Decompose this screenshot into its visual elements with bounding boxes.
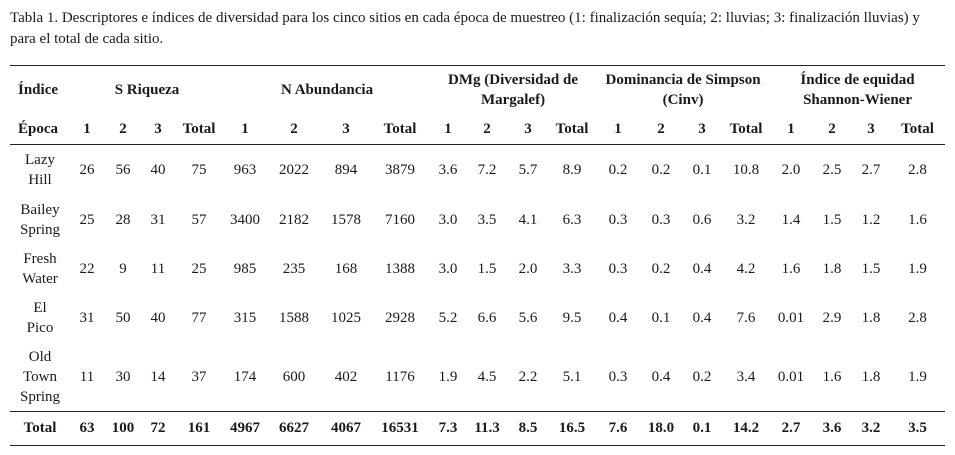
subheader-cell: 2 xyxy=(812,114,852,145)
total-value-cell: 7.6 xyxy=(596,412,640,446)
value-cell: 168 xyxy=(334,261,358,277)
value-cell: 2.0 xyxy=(518,261,538,277)
value-cell: 1.8 xyxy=(822,261,842,277)
value-cell: 77 xyxy=(191,310,207,326)
value-cell: 2.8 xyxy=(908,310,927,326)
value-cell: 1588 xyxy=(279,310,310,326)
value-cell: 28 xyxy=(115,212,131,228)
value-cell: 5.7 xyxy=(518,162,538,178)
total-value-cell: 4067 xyxy=(322,412,370,446)
value-cell: 0.4 xyxy=(651,369,671,385)
value-cell: 31 xyxy=(150,212,166,228)
value-cell: 50 xyxy=(115,310,131,326)
total-value-cell: 16.5 xyxy=(548,412,596,446)
value-cell: 1578 xyxy=(331,212,362,228)
total-value-cell: 14.2 xyxy=(722,412,770,446)
value-cell: 40 xyxy=(150,162,166,178)
value-cell: 4.1 xyxy=(518,212,538,228)
total-label: Total xyxy=(10,412,70,446)
subheader-cell: 3 xyxy=(508,114,548,145)
diversity-table xyxy=(10,65,945,446)
subheader-cell: Total xyxy=(370,114,430,145)
site-name: Bailey Spring xyxy=(19,202,60,238)
site-name: El Pico xyxy=(26,300,54,336)
subheader-cell: 1 xyxy=(430,114,466,145)
value-cell: 25 xyxy=(191,261,207,277)
value-cell: 1.6 xyxy=(908,212,927,228)
site-name: Fresh Water xyxy=(22,251,58,287)
value-cell: 2182 xyxy=(279,212,310,228)
value-cell: 37 xyxy=(191,369,207,385)
value-cell: 1.6 xyxy=(781,261,801,277)
subheader-cell: 2 xyxy=(104,114,142,145)
value-cell: 1.9 xyxy=(908,261,927,277)
value-cell: 1.2 xyxy=(861,212,881,228)
value-cell: 3.2 xyxy=(736,212,756,228)
total-value-cell: 63 xyxy=(70,412,104,446)
value-cell: 9 xyxy=(119,261,127,277)
value-cell: 5.2 xyxy=(438,310,458,326)
subheader-cell: Total xyxy=(722,114,770,145)
value-cell: 1.8 xyxy=(861,369,881,385)
value-cell: 57 xyxy=(191,212,207,228)
value-cell: 11 xyxy=(79,369,95,385)
value-cell: 0.3 xyxy=(608,212,628,228)
subheader-cell: 1 xyxy=(770,114,812,145)
value-cell: 9.5 xyxy=(562,310,582,326)
subheader-cell: 2 xyxy=(266,114,322,145)
value-cell: 2.9 xyxy=(822,310,842,326)
value-cell: 3.4 xyxy=(736,369,756,385)
subheader-cell: 3 xyxy=(322,114,370,145)
total-value-cell: 8.5 xyxy=(508,412,548,446)
value-cell: 6.3 xyxy=(562,212,582,228)
group-header-simpson: Dominancia de Simpson (Cinv) xyxy=(596,66,770,115)
value-cell: 6.6 xyxy=(477,310,497,326)
total-value-cell: 11.3 xyxy=(466,412,508,446)
table-row xyxy=(10,293,945,343)
value-cell: 402 xyxy=(334,369,358,385)
site-name: Old Town Spring xyxy=(19,349,60,405)
value-cell: 2022 xyxy=(279,162,310,178)
subheader-cell: Total xyxy=(174,114,224,145)
value-cell: 26 xyxy=(79,162,95,178)
value-cell: 56 xyxy=(115,162,131,178)
value-cell: 315 xyxy=(233,310,257,326)
subheader-cell: 2 xyxy=(640,114,682,145)
value-cell: 1025 xyxy=(331,310,362,326)
total-value-cell: 100 xyxy=(104,412,142,446)
value-cell: 0.1 xyxy=(692,162,712,178)
total-value-cell: 6627 xyxy=(266,412,322,446)
value-cell: 894 xyxy=(334,162,358,178)
group-header-riqueza: S Riqueza xyxy=(70,66,224,115)
group-header-shannon: Índice de equidad Shannon-Wiener xyxy=(770,66,945,115)
value-cell: 75 xyxy=(191,162,207,178)
value-cell: 1.5 xyxy=(477,261,497,277)
value-cell: 3.6 xyxy=(438,162,458,178)
value-cell: 14 xyxy=(150,369,166,385)
value-cell: 3.3 xyxy=(562,261,582,277)
value-cell: 3879 xyxy=(385,162,416,178)
table-row xyxy=(10,245,945,293)
subheader-cell: 3 xyxy=(682,114,722,145)
table-caption: Tabla 1. Descriptores e índices de diversidad para los cinco sitios en cada época de muestreo (1: finalización sequía; 2: lluvias; 3: finalización lluvias) y para el total de cada sitio. xyxy=(10,10,920,47)
value-cell: 3.5 xyxy=(477,212,497,228)
total-value-cell: 3.5 xyxy=(890,412,945,446)
value-cell: 1.9 xyxy=(908,369,927,385)
value-cell: 2.7 xyxy=(861,162,881,178)
total-row xyxy=(10,412,945,446)
value-cell: 0.6 xyxy=(692,212,712,228)
table-row xyxy=(10,195,945,245)
value-cell: 1388 xyxy=(385,261,416,277)
subheader-cell: 1 xyxy=(596,114,640,145)
subheader-cell: 1 xyxy=(70,114,104,145)
table-row xyxy=(10,343,945,412)
value-cell: 7.6 xyxy=(736,310,756,326)
subheader-cell: Total xyxy=(548,114,596,145)
value-cell: 5.1 xyxy=(562,369,582,385)
value-cell: 0.1 xyxy=(651,310,671,326)
value-cell: 0.2 xyxy=(651,162,671,178)
value-cell: 10.8 xyxy=(732,162,760,178)
value-cell: 2928 xyxy=(385,310,416,326)
subheader-cell: 1 xyxy=(224,114,266,145)
value-cell: 0.01 xyxy=(777,369,805,385)
site-name: Lazy Hill xyxy=(25,152,55,188)
total-value-cell: 4967 xyxy=(224,412,266,446)
value-cell: 235 xyxy=(282,261,306,277)
value-cell: 1176 xyxy=(385,369,415,385)
value-cell: 0.2 xyxy=(608,162,628,178)
value-cell: 0.3 xyxy=(608,261,628,277)
value-cell: 25 xyxy=(79,212,95,228)
subheader-cell: Total xyxy=(890,114,945,145)
value-cell: 0.4 xyxy=(692,310,712,326)
total-value-cell: 18.0 xyxy=(640,412,682,446)
value-cell: 0.4 xyxy=(608,310,628,326)
value-cell: 2.5 xyxy=(822,162,842,178)
total-value-cell: 161 xyxy=(174,412,224,446)
value-cell: 2.0 xyxy=(781,162,801,178)
subheader-cell: 3 xyxy=(852,114,890,145)
total-value-cell: 16531 xyxy=(370,412,430,446)
total-value-cell: 0.1 xyxy=(682,412,722,446)
value-cell: 1.6 xyxy=(822,369,842,385)
value-cell: 1.9 xyxy=(438,369,458,385)
value-cell: 5.6 xyxy=(518,310,538,326)
value-cell: 600 xyxy=(282,369,306,385)
epoca-header: Época xyxy=(10,114,70,145)
value-cell: 1.4 xyxy=(781,212,801,228)
value-cell: 4.5 xyxy=(477,369,497,385)
group-header-margalef: DMg (Diversidad de Margalef) xyxy=(430,66,596,115)
group-header-abundancia: N Abundancia xyxy=(224,66,430,115)
value-cell: 1.5 xyxy=(822,212,842,228)
value-cell: 0.3 xyxy=(608,369,628,385)
value-cell: 3.0 xyxy=(438,261,458,277)
value-cell: 11 xyxy=(150,261,166,277)
value-cell: 963 xyxy=(233,162,257,178)
value-cell: 40 xyxy=(150,310,166,326)
value-cell: 4.2 xyxy=(736,261,756,277)
total-value-cell: 2.7 xyxy=(770,412,812,446)
value-cell: 2.8 xyxy=(908,162,927,178)
value-cell: 1.8 xyxy=(861,310,881,326)
value-cell: 0.01 xyxy=(777,310,805,326)
value-cell: 985 xyxy=(233,261,257,277)
value-cell: 1.5 xyxy=(861,261,881,277)
value-cell: 0.3 xyxy=(651,212,671,228)
value-cell: 2.2 xyxy=(518,369,538,385)
subheader-cell: 2 xyxy=(466,114,508,145)
table-row xyxy=(10,145,945,196)
value-cell: 22 xyxy=(79,261,95,277)
value-cell: 31 xyxy=(79,310,95,326)
total-value-cell: 3.6 xyxy=(812,412,852,446)
value-cell: 0.2 xyxy=(651,261,671,277)
value-cell: 7160 xyxy=(385,212,416,228)
value-cell: 3400 xyxy=(230,212,261,228)
value-cell: 0.4 xyxy=(692,261,712,277)
value-cell: 7.2 xyxy=(477,162,497,178)
value-cell: 3.0 xyxy=(438,212,458,228)
value-cell: 8.9 xyxy=(562,162,582,178)
total-value-cell: 72 xyxy=(142,412,174,446)
value-cell: 0.2 xyxy=(692,369,712,385)
value-cell: 174 xyxy=(233,369,257,385)
total-value-cell: 7.3 xyxy=(430,412,466,446)
total-value-cell: 3.2 xyxy=(852,412,890,446)
subheader-cell: 3 xyxy=(142,114,174,145)
value-cell: 30 xyxy=(115,369,131,385)
indice-header: Índice xyxy=(10,66,70,115)
